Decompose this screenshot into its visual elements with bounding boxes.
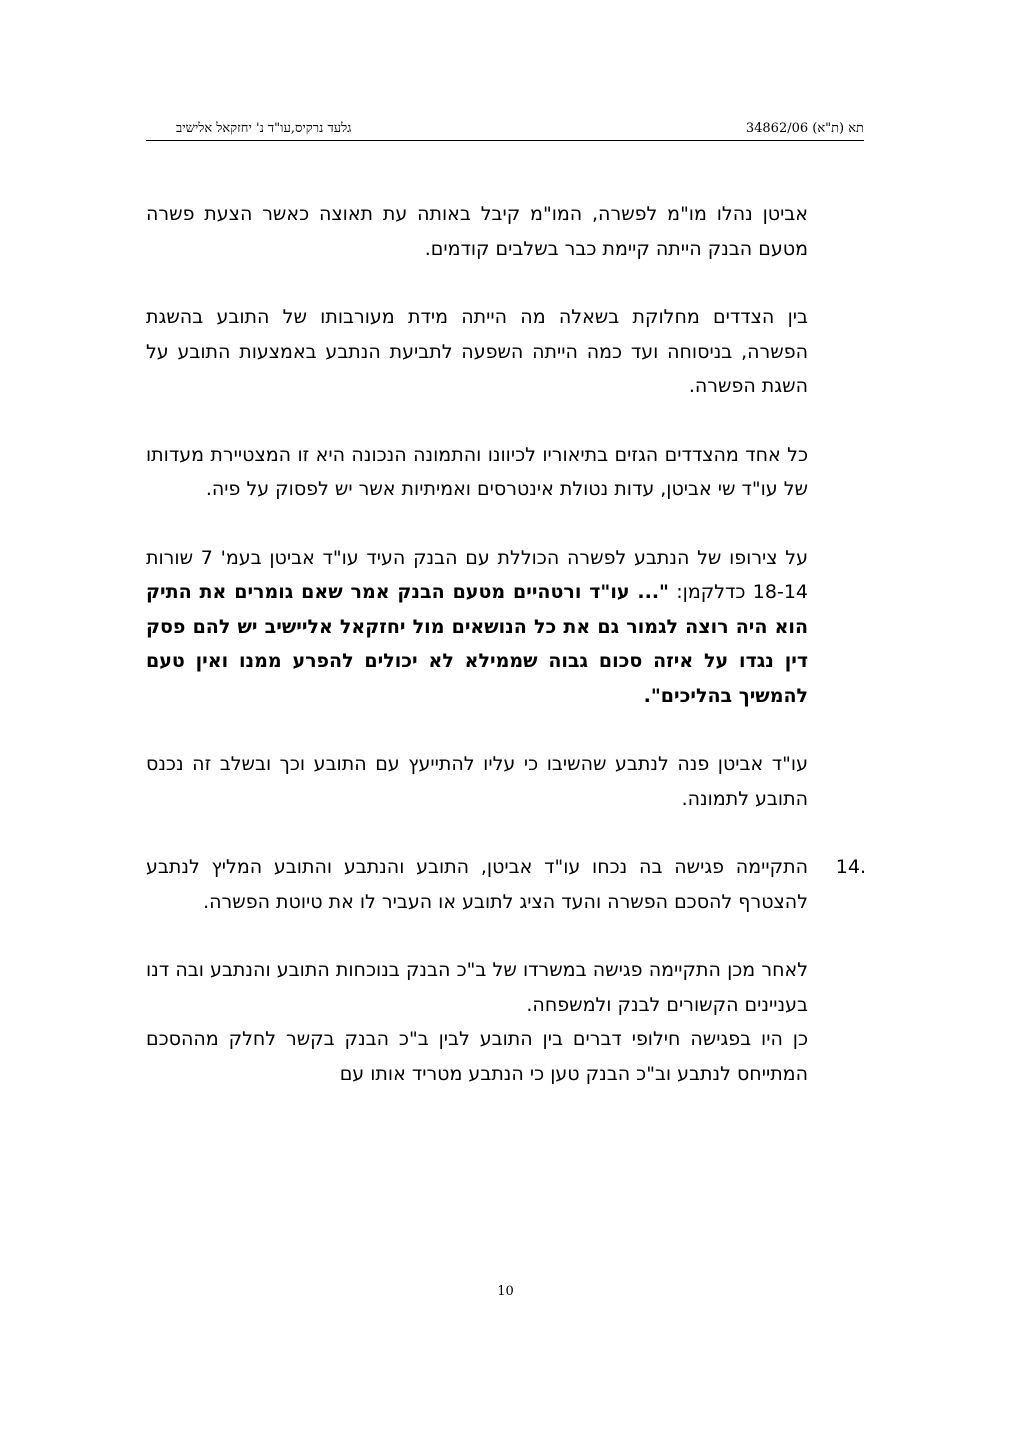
page-header bbox=[146, 118, 864, 141]
paragraph-5: עו"ד אביטן פנה לנתבע שהשיבו כי עליו להתייעץ עם התובע וכך ובשלב זה נכנס התובע לתמונה. bbox=[146, 753, 808, 810]
paragraph-7: לאחר מכן התקיימה פגישה במשרדו של ב"כ הבנק בנוכחות התובע והנתבע ובה דנו בעניינים הקשורים לבנק ולמשפחה. bbox=[146, 959, 808, 1016]
paragraph-14-text: התקיימה פגישה בה נכחו עו"ד אביטן, התובע והנתבע והתובע המליץ לנתבע להצטרף להסכם הפשרה והעד הציג לתובע או העביר לו את טיוטת הפשרה. bbox=[146, 856, 808, 913]
paragraph-1: אביטן נהלו מו"מ לפשרה, המו"מ קיבל באותה עת תאוצה כאשר הצעת פשרה מטעם הבנק הייתה קיימת כבר בשלבים קודמים. bbox=[146, 203, 808, 260]
document-body bbox=[146, 197, 866, 1091]
paragraph-8: כן היו בפגישה חילופי דברים בין התובע לבין ב"כ הבנק בקשר לחלק מההסכם המתייחס לנתבע וב"כ הבנק טען כי הנתבע מטריד אותו עם bbox=[146, 1028, 808, 1085]
paragraph-4 bbox=[146, 541, 808, 714]
paragraph-14 bbox=[146, 850, 866, 919]
paragraph-2: בין הצדדים מחלוקת בשאלה מה הייתה מידת מעורבותו של התובע בהשגת הפשרה, בניסוחה ועד כמה הייתה השפעה לתביעת הנתבע באמצעות התובע על השגת הפשרה. bbox=[146, 306, 808, 397]
paragraph-4-quote: "... עו"ד ורטהיים מטעם הבנק אמר שאם גומרים את התיק הוא היה רוצה לגמור גם את כל הנושאים מול יחזקאל אליישיב יש להם פסק דין נגדו על איזה סכום גבוה שממילא לא יכולים להפרע ממנו ואין טעם להמשיך בהליכים". bbox=[146, 581, 808, 707]
case-number: תא (ת"א) 34862/06 bbox=[745, 121, 864, 136]
parties-line: גלעד נרקיס,עו"ד נ' יחזקאל אלישיב bbox=[176, 121, 352, 136]
paragraph-3: כל אחד מהצדדים הגזים בתיאוריו לכיוונו והתמונה הנכונה היא זו המצטיירת מעדותו של עו"ד שי אביטן, עדות נטולת אינטרסים ואמיתיות אשר יש לפסוק על פיה. bbox=[146, 443, 808, 500]
paragraph-4-intro: על צירופו של הנתבע לפשרה הכוללת עם הבנק העיד עו"ד אביטן בעמ' 7 שורות 18-14 כדלקמן: bbox=[146, 546, 809, 603]
page-number: 10 bbox=[497, 1284, 514, 1299]
paragraph-number: 14. bbox=[835, 856, 866, 878]
